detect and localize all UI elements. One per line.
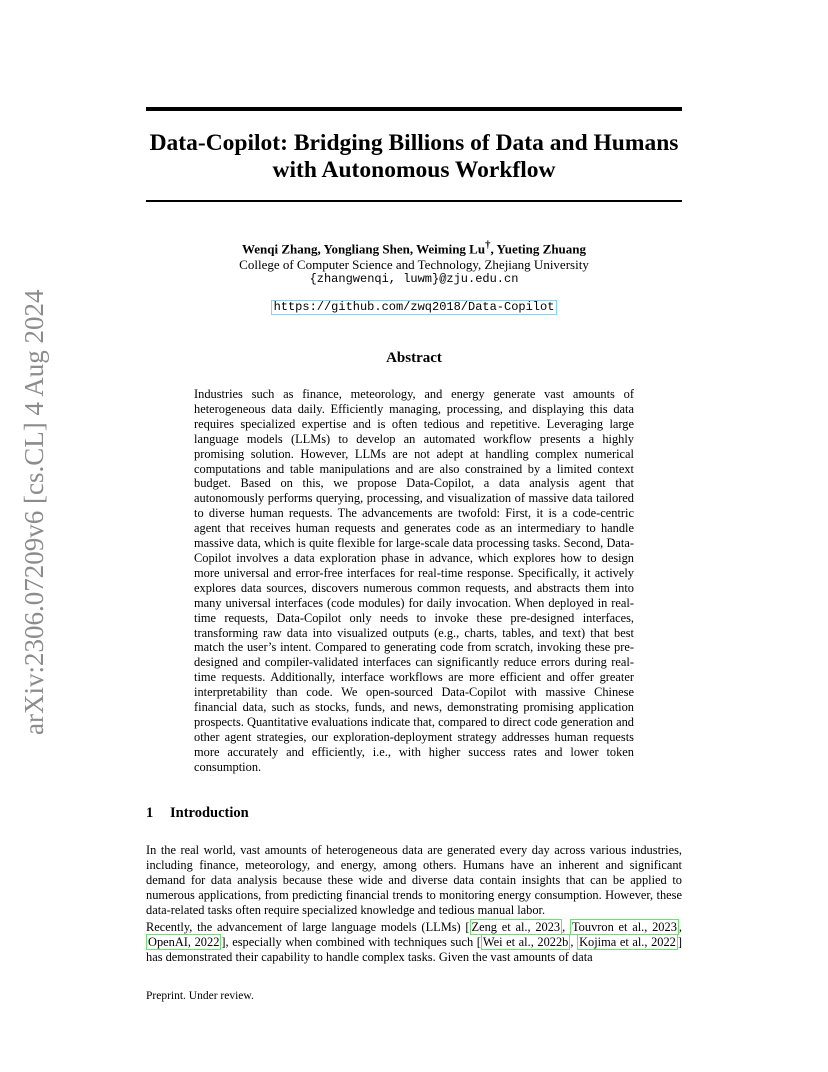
- citation-link[interactable]: Wei et al., 2022b: [482, 935, 569, 949]
- title-top-rule: [146, 107, 682, 111]
- introduction-paragraph-2: Recently, the advancement of large language models (LLMs) [ Zeng et al., 2023 , Touvron et al., 2023 , OpenAI, 2022 ], especially when combined with techniques such [ Wei et al., 2022b , Kojima et al., 2022 ] has demonstrated their capability to handle complex tasks. Given the vast amounts of data: [146, 920, 683, 964]
- citation-link[interactable]: Kojima et al., 2022: [579, 935, 676, 949]
- paper-title: [146, 130, 682, 184]
- abstract-heading: Abstract: [386, 350, 442, 366]
- author-affiliation: College of Computer Science and Technology, Zhejiang University: [239, 256, 589, 272]
- section-heading-introduction: [146, 805, 682, 822]
- introduction-paragraph-1: In the real world, vast amounts of heterogeneous data are generated every day across various industries, including finance, meteorology, and energy, among others. Humans have an inherent and significant demand for data analysis because these wide and diverse data contain insights that can be applied to numerous applications, from predicting financial trends to monitoring energy consumption. However, these data-related tasks often require specialized knowledge and tedious manual labor.: [146, 843, 682, 917]
- github-repo-link[interactable]: https://github.com/zwq2018/Data-Copilot: [271, 300, 558, 315]
- title-bottom-rule: [146, 200, 682, 202]
- citation-link[interactable]: Touvron et al., 2023: [571, 920, 677, 934]
- arxiv-identifier-stamp: arXiv:2306.07209v6 [cs.CL] 4 Aug 2024: [19, 289, 49, 735]
- section-title: Introduction: [170, 805, 249, 821]
- section-number: 1: [146, 805, 154, 821]
- title-line-2: with Autonomous Workflow: [272, 157, 556, 183]
- citation-link[interactable]: Zeng et al., 2023: [471, 920, 561, 934]
- title-line-1: Data-Copilot: Bridging Billions of Data and Humans: [149, 130, 679, 156]
- abstract-text: Industries such as finance, meteorology, and energy generate vast amounts of heterogeneous data daily. Efficiently managing, processing, and displaying this data requires specialized expertise and is often tedious and repetitive. Leveraging large language models (LLMs) to develop an automated workflow presents a highly promising solution. However, LLMs are not adept at handling complex numerical computations and table manipulations and are also constrained by a limited context budget. Based on this, we propose Data-Copilot, a data analysis agent that autonomously performs querying, processing, and visualization of massive data tailored to diverse human requests. The advancements are twofold: First, it is a code-centric agent that receives human requests and generates code as an intermediary to handle massive data, which is quite flexible for large-scale data processing tasks. Second, Data-Copilot involves a data exploration phase in advance, which explores how to design more universal and error-free interfaces for real-time response. Specifically, it actively explores data sources, discovers numerous common requests, and abstracts them into many universal interfaces (code modules) for daily invocation. When deployed in real-time requests, Data-Copilot only needs to invoke these pre-designed interfaces, transforming raw data into visualized outputs (e.g., charts, tables, and text) that best match the user’s intent. Compared to generating code from scratch, invoking these pre-designed and compiler-validated interfaces can significantly reduce errors during real-time requests. Additionally, interface workflows are more efficient and offer greater interpretability than code. We open-sourced Data-Copilot with massive Chinese financial data, such as stocks, funds, and news, demonstrating promising application prospects. Quantitative evaluations indicate that, compared to direct code generation and other agent strategies, our exploration-deployment strategy addresses human requests more accurately and efficiently, i.e., with higher success rates and lower token consumption.: [194, 387, 634, 774]
- author-names: Wenqi Zhang, Yongliang Shen, Weiming Lu†, Yueting Zhuang: [241, 239, 587, 257]
- author-block: [146, 238, 682, 315]
- footer-note: Preprint. Under review.: [146, 990, 254, 1002]
- corresponding-author-mark: †: [485, 239, 491, 251]
- citation-link[interactable]: OpenAI, 2022: [148, 935, 220, 949]
- author-emails: {zhangwenqi, luwm}@zju.edu.cn: [309, 272, 519, 287]
